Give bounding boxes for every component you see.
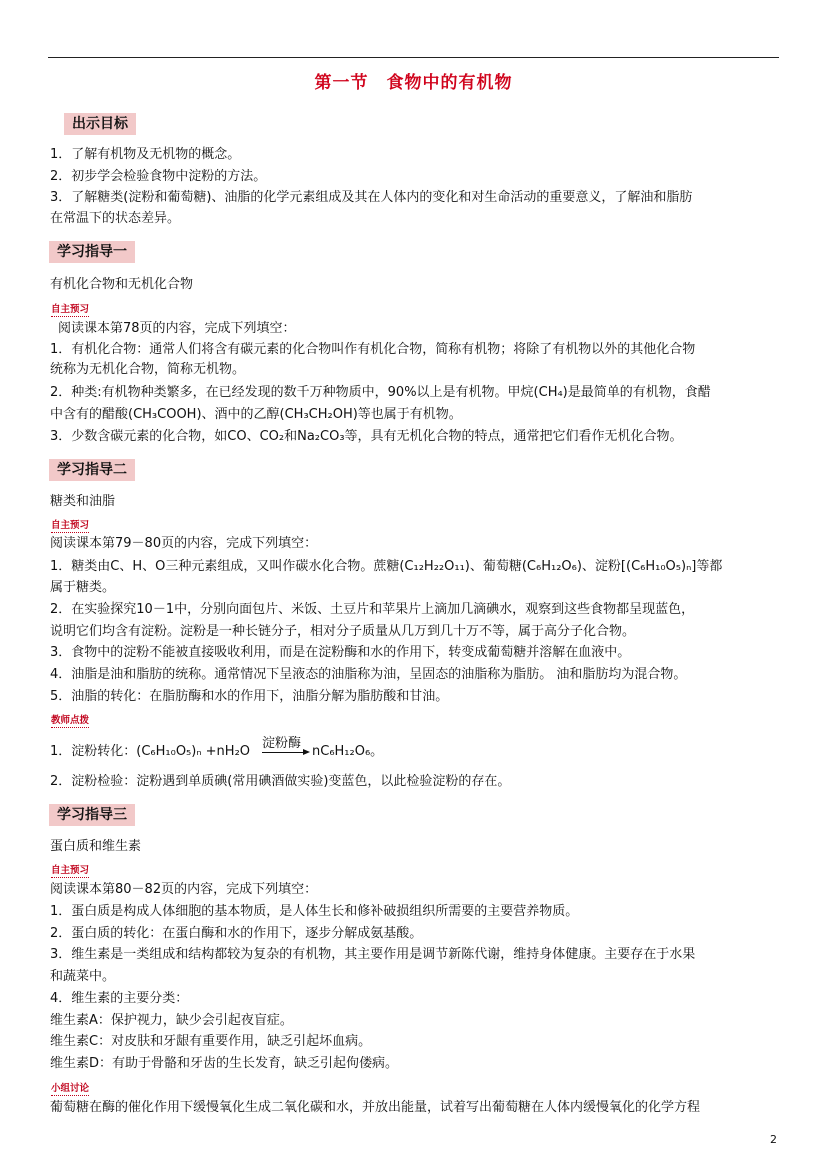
guide3-line-5: 4．维生素的主要分类：: [50, 991, 189, 1006]
goals-tag: 出示目标: [64, 113, 136, 135]
vitamin-a-line: 维生素A：保护视力，缺少会引起夜盲症。: [50, 1013, 293, 1028]
guide1-line-1: 1．有机化合物：通常人们将含有碳元素的化合物叫作有机化合物，简称有机物；将除了有机物以外的其他化合物: [50, 342, 696, 357]
guide2-line-2: 属于糖类。: [50, 580, 116, 595]
guide2-line-4: 说明它们均含有淀粉。淀粉是一种长链分子，相对分子质量从几万到几十万不等，属于高分子化合物。: [50, 624, 636, 639]
guide1-topic: 有机化合物和无机化合物: [50, 277, 194, 292]
header-rule: [48, 57, 779, 58]
guide2-intro: 阅读课本第79－80页的内容，完成下列填空：: [50, 536, 318, 551]
guide2-line-6: 4．油脂是油和脂肪的统称。通常情况下呈液态的油脂称为油，呈固态的油脂称为脂肪。 油和脂肪均为混合物。: [50, 667, 687, 682]
guide2-self-tag: 自主预习: [51, 520, 90, 531]
guide1-line-5: 3．少数含碳元素的化合物，如CO、CO₂和Na₂CO₃等，具有无机化合物的特点，通常把它们看作无机化合物。: [50, 429, 683, 444]
guide2-tag: 学习指导二: [49, 459, 135, 481]
guide2-line-5: 3．食物中的淀粉不能被直接吸收利用，而是在淀粉酶和水的作用下，转变成葡萄糖并溶解在血液中。: [50, 645, 631, 660]
guide1-line-4: 中含有的醋酸(CH₃COOH)、酒中的乙醇(CH₃CH₂OH)等也属于有机物。: [50, 407, 462, 422]
discussion-tag: 小组讨论: [51, 1083, 90, 1094]
formula-starch-conversion: [50, 743, 250, 761]
guide3-line-1: 1．蛋白质是构成人体细胞的基本物质，是人体生长和修补破损组织所需要的主要营养物质。: [50, 904, 579, 919]
guide3-intro: 阅读课本第80－82页的内容，完成下列填空：: [50, 882, 318, 897]
guide3-line-4: 和蔬菜中。: [50, 969, 116, 984]
guide3-line-2: 2．蛋白质的转化：在蛋白酶和水的作用下，逐步分解成氨基酸。: [50, 926, 423, 941]
vitamin-c-line: 维生素C：对皮肤和牙龈有重要作用，缺乏引起坏血病。: [50, 1034, 372, 1049]
formula-left: 1．淀粉转化：(C₆H₁₀O₅)ₙ +nH₂O: [50, 744, 251, 759]
formula-starch-test: 2．淀粉检验：淀粉遇到单质碘(常用碘酒做实验)变蓝色，以此检验淀粉的存在。: [50, 774, 511, 789]
formula-condition: 淀粉酶: [262, 736, 302, 751]
guide1-line-2: 统称为无机化合物，简称无机物。: [50, 362, 246, 377]
discussion-text: 葡萄糖在酶的催化作用下缓慢氧化生成二氧化碳和水，并放出能量，试着写出葡萄糖在人体内缓慢氧化的化学方程: [50, 1100, 701, 1115]
reaction-arrow-icon: [303, 749, 310, 755]
guide1-tag: 学习指导一: [49, 241, 135, 263]
goal-item-1: 1．了解有机物及无机物的概念。: [50, 147, 241, 162]
guide3-tag: 学习指导三: [49, 804, 135, 826]
goal-item-3: 3．了解糖类(淀粉和葡萄糖)、油脂的化学元素组成及其在人体内的变化和对生命活动的重要意义，了解油和脂肪: [50, 190, 693, 205]
guide1-intro: 阅读课本第78页的内容，完成下列填空：: [58, 321, 296, 336]
formula-right: nC₆H₁₂O₆。: [312, 744, 384, 759]
guide2-line-1: 1．糖类由C、H、O三种元素组成，又叫作碳水化合物。蔗糖(C₁₂H₂₂O₁₁)、葡萄糖(C₆H₁₂O₆)、淀粉[(C₆H₁₀O₅)ₙ]等都: [50, 559, 723, 574]
goal-item-2: 2．初步学会检验食物中淀粉的方法。: [50, 169, 267, 184]
guide3-self-tag: 自主预习: [51, 865, 90, 876]
guide3-topic: 蛋白质和维生素: [50, 839, 142, 854]
guide1-self-tag: 自主预习: [51, 304, 90, 315]
guide3-line-3: 3．维生素是一类组成和结构都较为复杂的有机物，其主要作用是调节新陈代谢，维持身体健康。主要存在于水果: [50, 947, 696, 962]
guide1-line-3: 2．种类:有机物种类繁多，在已经发现的数千万种物质中，90%以上是有机物。甲烷(CH₄)是最简单的有机物，食醋: [50, 385, 711, 400]
teacher-tips-tag: 教师点拨: [51, 715, 90, 726]
reaction-arrow-line: [262, 752, 306, 753]
page-number: 2: [770, 1133, 777, 1146]
vitamin-d-line: 维生素D：有助于骨骼和牙齿的生长发育，缺乏引起佝偻病。: [50, 1056, 399, 1071]
guide2-topic: 糖类和油脂: [50, 494, 116, 509]
page-title: 第一节 食物中的有机物: [314, 73, 513, 93]
goal-item-3-cont: 在常温下的状态差异。: [50, 211, 181, 226]
guide2-line-3: 2．在实验探究10－1中，分别向面包片、米饭、土豆片和苹果片上滴加几滴碘水，观察到这些食物都呈现蓝色，: [50, 602, 695, 617]
guide2-line-7: 5．油脂的转化：在脂肪酶和水的作用下，油脂分解为脂肪酸和甘油。: [50, 689, 449, 704]
